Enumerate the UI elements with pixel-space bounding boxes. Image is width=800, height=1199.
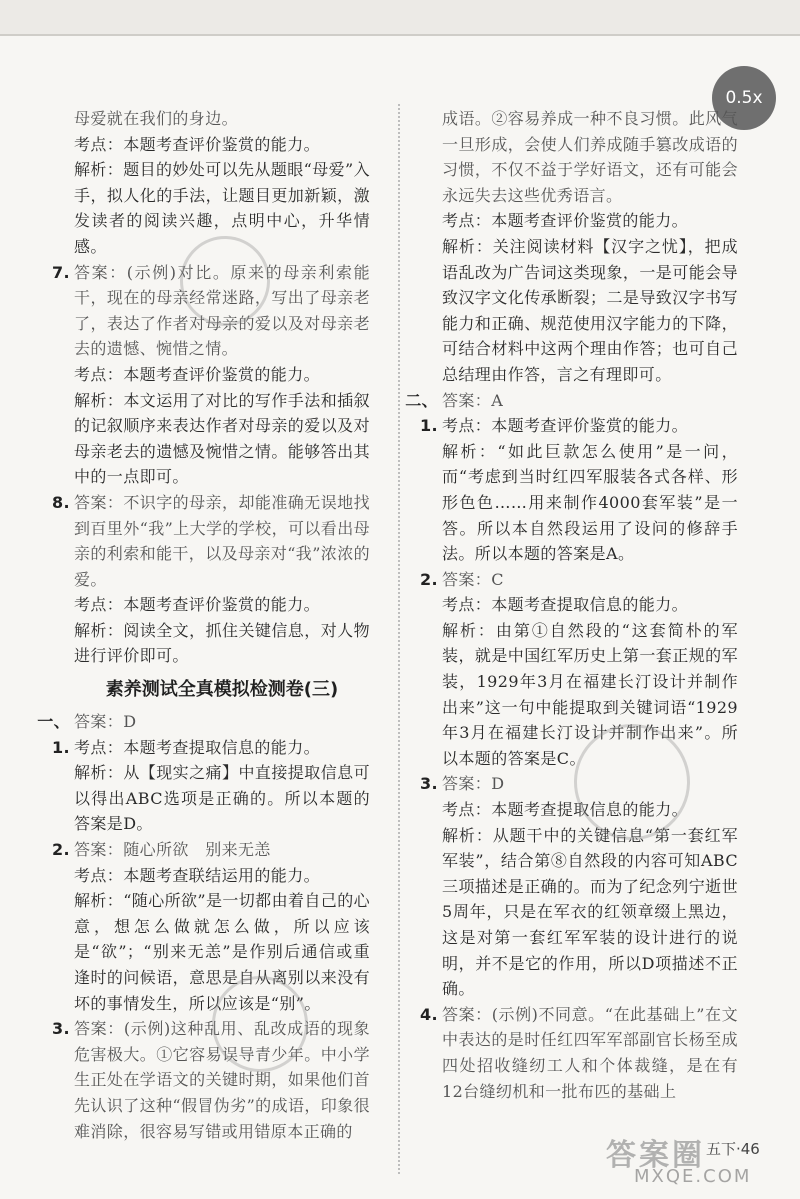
exam-point: 考点：本题考查提取信息的能力。 [74, 737, 321, 757]
question-number: 一、1. [37, 712, 70, 757]
answer-block-s1 [30, 709, 370, 837]
question-number: 二、1. [405, 390, 438, 436]
exam-point: 考点：本题考查评价鉴赏的能力。 [74, 134, 321, 154]
analysis-text: 解析：本文运用了对比的写作手法和插叙的记叙顺序来表达作者对母亲的爱以及对母亲老去的遗憾及惋惜之情。能够答出其中的一点即可。 [74, 390, 370, 487]
exam-point: 考点：本题考查评价鉴赏的能力。 [74, 364, 321, 384]
answer-text: 答案：不识字的母亲，却能准确无误地找到百里外“我”上大学的学校，可以看出母亲的利索和能干，以及母亲对“我”浓浓的爱。 [74, 492, 370, 589]
section-title: 素养测试全真模拟检测卷(三) [105, 679, 339, 701]
answer-block-t4 [398, 1002, 738, 1104]
answer-text: 答案：随心所欲 别来无恙 [74, 840, 271, 860]
exam-point: 考点：本题考查评价鉴赏的能力。 [442, 211, 689, 231]
question-number: 7. [51, 262, 70, 282]
answer-text: 答案：(示例)这种乱用、乱改成语的现象危害极大。①它容易误导青少年。中小学生正处在学语文的关键时期，如果他们首先认识了这种“假冒伪劣”的成语，印象很难消除，很容易写错或用错原本正确的 [74, 1019, 370, 1141]
analysis-text: 解析：关注阅读材料【汉字之忧】，把成语乱改为广告词这类现象，一是可能会导致汉字文化传承断裂；二是导致汉字书写能力和正确、规范使用汉字能力的下降，可结合材料中这两个理由作答；也可自己总结理由作答，言之有理即可。 [442, 236, 738, 384]
answer-block-q8 [30, 490, 370, 669]
zoom-level-button[interactable]: 0.5x [712, 66, 776, 130]
answer-block-s2 [30, 837, 370, 1016]
analysis-text: 解析：“随心所欲”是一切都由着自己的心意，想怎么做就怎么做，所以应该是“欲”；“别来无恙”是作别后通信或重逢时的问候语，意思是自从离别以来没有坏的事情发生，所以应该是“别”。 [74, 891, 370, 1013]
answer-text: 答案：(示例)不同意。“在此基础上”在文中表达的是时任红四军军部副官长杨至成四处招收缝纫工人和个体裁缝，是在有12台缝纫机和一批布匹的基础上 [442, 1004, 738, 1101]
question-number: 2. [51, 840, 70, 860]
watermark-url: MXQE.COM [634, 1166, 752, 1187]
analysis-text: 解析：从【现实之痛】中直接提取信息可以得出ABC选项是正确的。所以本题的答案是D。 [74, 763, 370, 834]
analysis-text: 解析：从题干中的关键信息“第一套红军军装”，结合第⑧自然段的内容可知ABC三项描述是正确的。而为了纪念列宁逝世5周年，只是在军衣的红领章缀上黑边，这是对第一套红军军装的设计进行的说明，并不是它的作用，所以D项描述不正确。 [442, 825, 738, 999]
page-number: 五下·46 [706, 1140, 760, 1158]
answer-block-t3 [398, 771, 738, 1001]
answer-block-s3 [30, 1016, 370, 1144]
answer-text: 答案：(示例)对比。原来的母亲利索能干，现在的母亲经常迷路，写出了母亲老了，表达了作者对母亲的爱以及对母亲老去的遗憾、惋惜之情。 [74, 262, 370, 359]
answer-text: 答案：D [74, 712, 137, 732]
exam-point: 考点：本题考查提取信息的能力。 [442, 595, 689, 615]
question-number: 4. [419, 1004, 438, 1024]
answer-text: 答案：A [442, 390, 504, 410]
watermark-logo: 答案圈 [606, 1138, 705, 1173]
exam-point: 考点：本题考查评价鉴赏的能力。 [74, 595, 321, 615]
exam-point: 考点：本题考查提取信息的能力。 [442, 800, 689, 820]
answer-text: 答案：C [442, 569, 504, 589]
question-number: 3. [51, 1019, 70, 1039]
answer-block-continued [398, 106, 738, 388]
exam-point: 考点：本题考查评价鉴赏的能力。 [442, 416, 689, 436]
analysis-text: 解析：由第①自然段的“这套简朴的军装，就是中国红军历史上第一套正规的军装，1929年3月在福建长汀设计并制作出来”这一句中能提取到关键词语“1929年3月在福建长汀设计并制作出来”。所以本题的答案是C。 [442, 620, 738, 768]
continued-text: 母爱就在我们的身边。 [74, 109, 239, 128]
analysis-text: 解析：题目的妙处可以先从题眼“母爱”入手，拟人化的手法，让题目更加新颖，激发读者的阅读兴趣，点明中心，升华情感。 [74, 160, 370, 256]
question-number: 2. [419, 569, 438, 589]
exam-point: 考点：本题考查联结运用的能力。 [74, 865, 321, 885]
page-top-edge [0, 34, 800, 36]
answer-block-intro [30, 106, 370, 260]
right-column [398, 106, 738, 1104]
analysis-text: 解析：阅读全文，抓住关键信息，对人物进行评价即可。 [74, 620, 370, 666]
answer-text: 答案：D [442, 774, 505, 794]
answer-block-t2 [398, 567, 738, 772]
question-number: 3. [419, 774, 438, 794]
viewer-top-bar [0, 0, 800, 34]
answer-block-t1 [398, 388, 738, 567]
analysis-text: 解析：“如此巨款怎么使用”是一问，而“考虑到当时红四军服装各式各样、形形色色……用来制作4000套军装”是一答。所以本自然段运用了设问的修辞手法。所以本题的答案是A。 [442, 441, 738, 564]
question-number: 8. [51, 492, 70, 512]
continued-text: 成语。②容易养成一种不良习惯。此风气一旦形成，会使人们养成随手篡改成语的习惯，不仅不益于学好语文，还有可能会永远失去这些优秀语言。 [442, 109, 738, 205]
